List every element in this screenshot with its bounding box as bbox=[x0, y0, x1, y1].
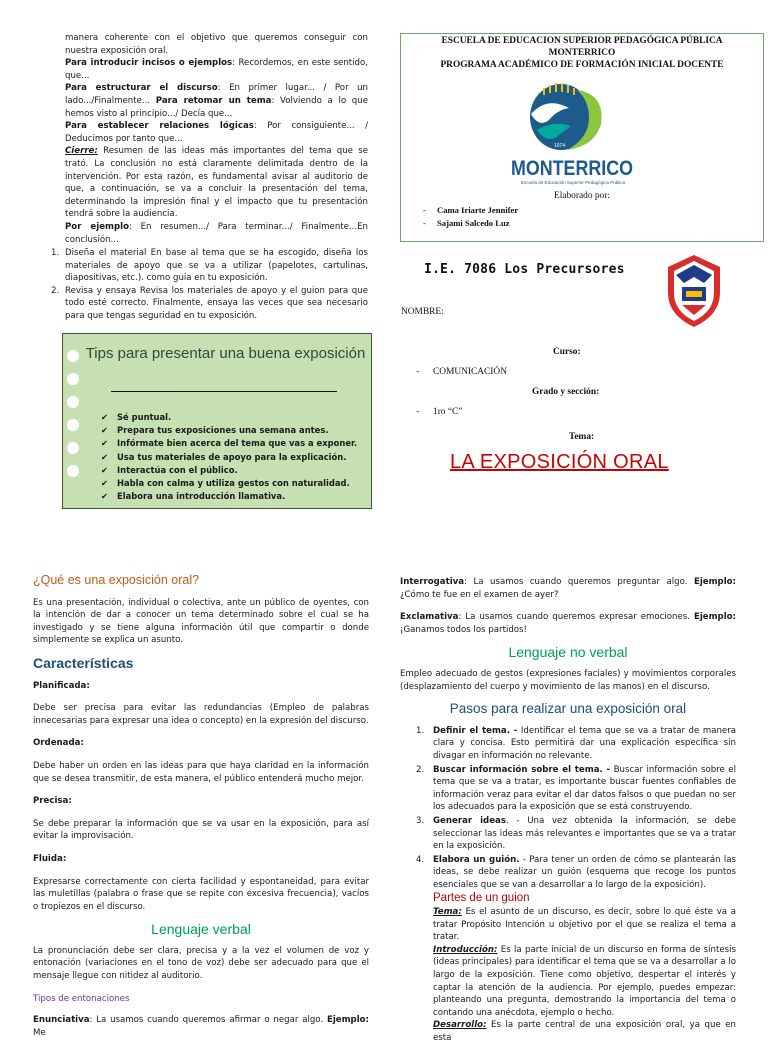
check-icon: ✔ bbox=[101, 491, 109, 502]
tips-list bbox=[101, 411, 357, 503]
section-title-lenguaje-verbal: Lenguaje verbal bbox=[151, 921, 251, 938]
left-column bbox=[33, 574, 369, 1039]
precisa-text: Se debe preparar la información que se va usar en la exposición, para así evitar la improvisación. bbox=[33, 818, 369, 842]
ordenada-label: Ordenada: bbox=[33, 738, 84, 749]
exclamativa-text: Exclamativa: La usamos cuando queremos expresar emociones. Ejemplo: ¡Ganamos todos los partidos! bbox=[400, 612, 736, 635]
desarrollo-text: Desarrollo: Es la parte central de una exposición oral, ya que en esta bbox=[433, 1020, 736, 1043]
author-item: - Cama Iriarte Jennifer bbox=[423, 205, 519, 215]
check-icon: ✔ bbox=[101, 451, 109, 462]
circle-bullet-icon bbox=[67, 465, 79, 477]
tip-item: ✔ Elabora una introducción llamativa. bbox=[101, 490, 357, 503]
steps-list bbox=[51, 247, 368, 323]
list-item: 3. Generar ideas. - Una vez obtenida la información, se debe seleccionar las ideas más relevantes e importantes que se va a tratar en la exposición. bbox=[416, 815, 736, 852]
tips-title: Tips para presentar una buena exposición bbox=[85, 345, 366, 362]
monterrico-logo-icon bbox=[509, 80, 637, 190]
right-column bbox=[400, 576, 736, 1045]
definition-paragraph: Es una presentación, individual o colectiva, ante un público de oyentes, con la intención de dar a conocer un tema determinado sobre el cual se ha investigado y se tiene alguna información útil que compartir o donde simplemente se explica un asunto. bbox=[33, 597, 369, 646]
elaborado-label: Elaborado por: bbox=[554, 191, 610, 201]
list-item: 1. Definir el tema. - Identificar el tema que se va a tratar de manera clara y concisa. Esto permitirá dar una explicación específica sin divagar en información no relevante. bbox=[416, 725, 736, 761]
list-item: 1. Diseña el material En base al tema que se ha escogido, diseña los materiales de apoyo que se va a utilizar (papelotes, cartulinas, diapositivas, etc.). como guía en tu exposición. bbox=[51, 248, 368, 284]
tip-item: ✔ Usa tus materiales de apoyo para la explicación. bbox=[101, 451, 357, 464]
check-icon: ✔ bbox=[101, 464, 109, 475]
page-title: LA EXPOSICIÓN ORAL bbox=[450, 451, 669, 473]
check-icon: ✔ bbox=[101, 438, 109, 449]
bullet-dots bbox=[67, 350, 79, 488]
noverbal-text: Empleo adecuado de gestos (expresiones faciales) y movimientos corporales (desplazamiento del cuerpo y movimiento de las manos) en el discurso. bbox=[400, 668, 736, 692]
section-title-no-verbal: Lenguaje no verbal bbox=[508, 644, 628, 661]
introduccion-text: Introducción: Es la parte inicial de un discurso en forma de síntesis (ideas principales) para identificar el tema que se va a desarrollar a lo largo de la exposición. Tiene como objetivo, despertar el interés y captar la atención de la audiencia. Por ejemplo, puedes empezar: planteando una pregunta, demostrando la importancia del tema o contando una anécdota, ejemplo o hecho. bbox=[433, 944, 736, 1018]
pasos-list bbox=[400, 725, 736, 892]
top-left-column bbox=[51, 32, 369, 323]
tips-divider bbox=[111, 391, 337, 392]
enunciativa-text: Enunciativa: La usamos cuando queremos afirmar o negar algo. Ejemplo: Me bbox=[33, 1015, 369, 1038]
incisos-line: Para introducir incisos o ejemplos: Recordemos, en este sentido, que... bbox=[65, 58, 368, 81]
school-heading: ESCUELA DE EDUCACION SUPERIOR PEDAGÓGICA PÚBLICA MONTERRICO PROGRAMA ACADÉMICO DE FORMACIÓN INICIAL DOCENTE bbox=[440, 36, 724, 70]
section-title-partes: Partes de un guion bbox=[433, 892, 530, 905]
check-icon: ✔ bbox=[101, 478, 109, 489]
circle-bullet-icon bbox=[67, 350, 79, 362]
circle-bullet-icon bbox=[67, 373, 79, 385]
ejemplo-line: Por ejemplo: En resumen.../ Para terminar.../ Finalmente...En conclusión... bbox=[65, 221, 369, 245]
tip-item: ✔ Prepara tus exposiciones una semana antes. bbox=[101, 424, 357, 437]
precisa-label: Precisa: bbox=[33, 796, 72, 807]
logo-wordmark: MONTERRICO bbox=[511, 157, 633, 180]
tipos-title: Tipos de entonaciones bbox=[33, 993, 130, 1004]
check-icon: ✔ bbox=[101, 425, 109, 436]
intro-paragraph: manera coherente con el objetivo que queremos conseguir con nuestra exposición oral. bbox=[65, 33, 368, 56]
tip-item: ✔ Sé puntual. bbox=[101, 411, 357, 424]
authors-list bbox=[423, 204, 518, 229]
fluida-label: Fluida: bbox=[33, 853, 67, 864]
curso-label: Curso: bbox=[553, 347, 581, 357]
circle-bullet-icon bbox=[67, 442, 79, 454]
circle-bullet-icon bbox=[67, 396, 79, 408]
school-header-box bbox=[400, 33, 764, 242]
section-title-pasos: Pasos para realizar una exposición oral bbox=[449, 701, 687, 717]
verbal-text: La pronunciación debe ser clara, precisa y a la vez el volumen de voz y entonación (variaciones en el tono de voz) debe ser adecuado para que el mensaje llegue con nitidez al auditorio. bbox=[33, 945, 369, 982]
list-item: 4. Elabora un guión. - Para tener un orden de cómo se plantearán las ideas, se debe realizar un guión (esquema que recoge los puntos esenciales que se van a desarrollar a lo largo de la exposición). bbox=[416, 854, 736, 890]
author-item: - Sajami Salcedo Luz bbox=[423, 217, 510, 228]
planificada-text: Debe ser precisa para evitar las redundancias (Empleo de palabras innecesarias para expresar una idea o concepto) en la expresión del discurso. bbox=[33, 703, 369, 726]
tema-label: Tema: bbox=[569, 432, 595, 442]
check-icon: ✔ bbox=[101, 412, 109, 422]
interrogativa-text: Interrogativa: La usamos cuando queremos preguntar algo. Ejemplo: ¿Cómo te fue en el examen de ayer? bbox=[400, 577, 736, 600]
logo-year: 1974 bbox=[554, 143, 566, 149]
ordenada-text: Debe haber un orden en las ideas para que haya claridad en la información que se desea transmitir, de esta manera, el público entenderá mucho mejor. bbox=[33, 760, 369, 784]
logo-subtitle: Escuela de Educación Superior Pedagógica Pública bbox=[521, 180, 626, 185]
list-item: 2. Buscar información sobre el tema. - Buscar información sobre el tema que se va a tratar, es importante buscar fuentes confiables de información veraz para evitar el dar datos falsos o que puedan no ser los adecuados para la exposición que se está construyendo. bbox=[416, 764, 736, 813]
cierre-paragraph: Cierre: Resumen de las ideas más importantes del tema que se trató. La conclusión no está claramente delimitada dentro de la intervención. Por esta razón, es fundamental avisar al auditorio de que, a continuación, se va a concluir la presentación del tema, determinando la impresión final y el impacto que tu presentación tendrá sobre la audiencia. bbox=[65, 146, 368, 220]
grado-value: - 1ro “C” bbox=[416, 407, 463, 417]
tip-item: ✔ Habla con calma y utiliza gestos con naturalidad. bbox=[101, 477, 357, 490]
tip-item: ✔ Infórmate bien acerca del tema que vas a exponer. bbox=[101, 437, 357, 450]
section-title-que-es: ¿Qué es una exposición oral? bbox=[33, 573, 200, 587]
planificada-label: Planificada: bbox=[33, 680, 90, 691]
institution-name: I.E. 7086 Los Precursores bbox=[424, 262, 625, 277]
curso-value: - COMUNICACIÓN bbox=[416, 367, 507, 377]
estructurar-line: Para estructurar el discurso: En primer lugar... / Por un lado.../Finalmente... Para retomar un tema: Volviendo a lo que hemos visto al principio.../ Decía que... bbox=[65, 83, 368, 119]
school-crest-icon bbox=[664, 253, 724, 329]
tip-item: ✔ Interactúa con el público. bbox=[101, 464, 357, 477]
fluida-text: Expresarse correctamente con cierta facilidad y espontaneidad, para evitar las muletillas (palabra o frase que se repite con excesiva frecuencia), vacíos o tropiezos en el discurso. bbox=[33, 876, 369, 912]
nombre-label: NOMBRE: bbox=[401, 307, 444, 317]
partes-block bbox=[400, 906, 736, 1045]
tips-box bbox=[62, 333, 372, 509]
section-title-caracteristicas: Características bbox=[33, 654, 134, 671]
list-item: 2. Revisa y ensaya Revisa los materiales de apoyo y el guion para que todo esté correcto. Finalmente, ensaya las veces que sea necesario para que tengas seguridad en tu exposición. bbox=[51, 285, 368, 322]
logicas-line: Para establecer relaciones lógicas: Por consiguiente... / Deducimos por tanto que... bbox=[65, 121, 369, 144]
grado-label: Grado y sección: bbox=[532, 387, 600, 397]
tema-text: Tema: Es el asunto de un discurso, es decir, sobre lo qué éste va a tratar Propósito Intención u objetivo por el que se realiza el tema a tratar. bbox=[433, 907, 736, 943]
circle-bullet-icon bbox=[67, 419, 79, 431]
